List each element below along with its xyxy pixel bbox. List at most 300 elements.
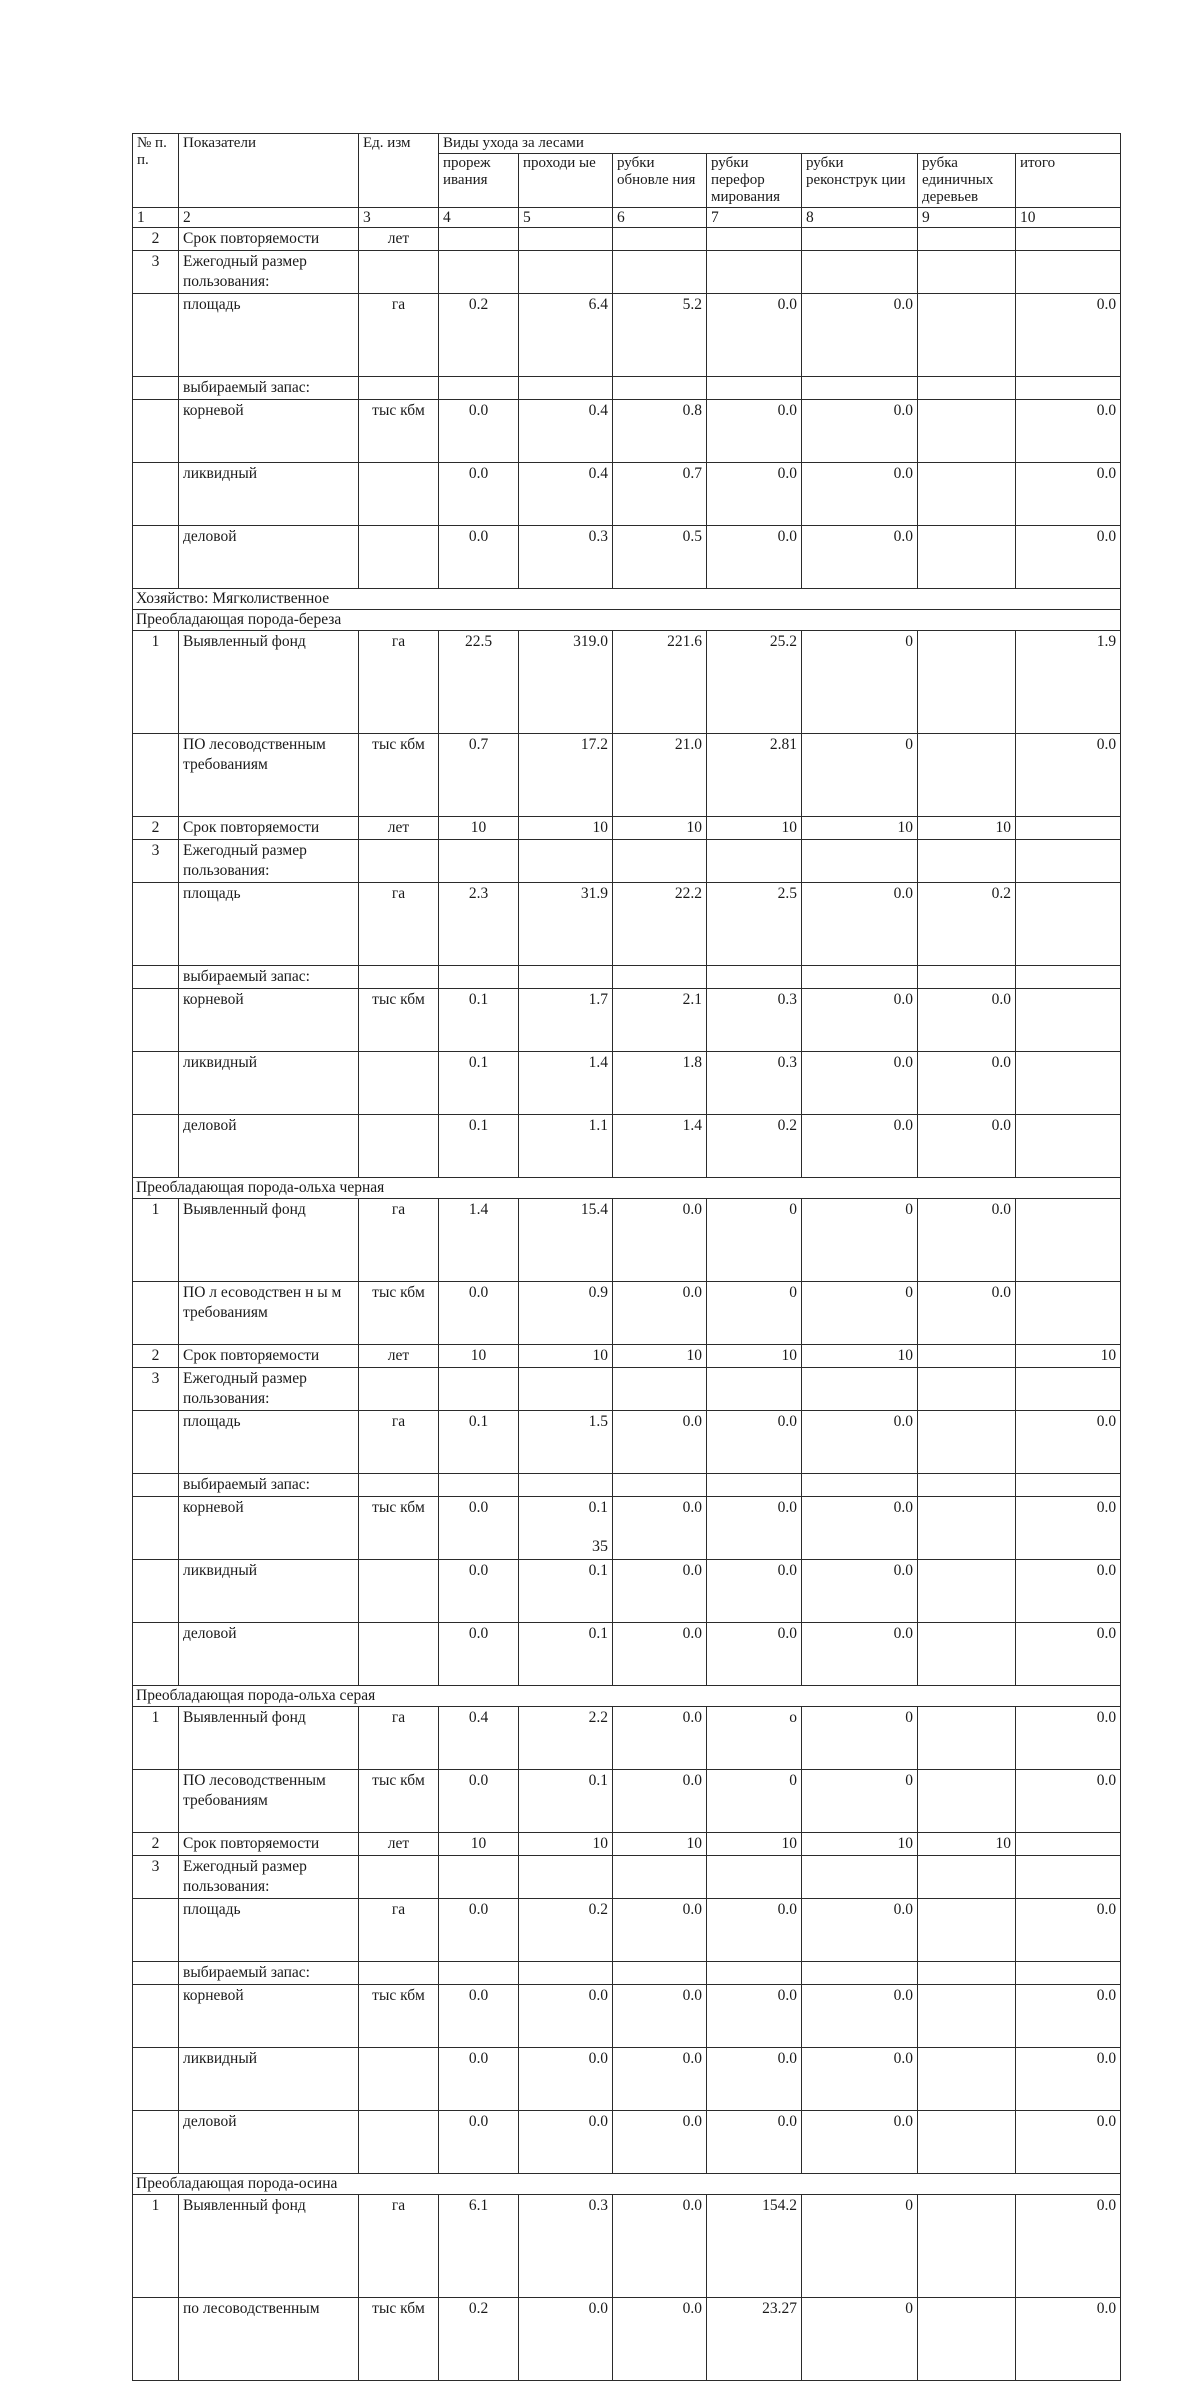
value-cell: 0.0 <box>1016 1411 1121 1474</box>
row-unit: лет <box>359 228 439 251</box>
value-cell <box>918 631 1016 734</box>
row-label: деловой <box>179 2111 359 2174</box>
value-cell: 5.2 <box>613 294 707 377</box>
row-number <box>133 2048 179 2111</box>
value-cell: 0.0 <box>1016 2048 1121 2111</box>
value-cell: 0.1 <box>519 1623 613 1686</box>
row-label: ПО лесоводственным требованиям <box>179 734 359 817</box>
value-cell: 15.4 <box>519 1199 613 1282</box>
value-cell <box>802 1474 918 1497</box>
value-cell: 0.1 <box>519 1770 613 1833</box>
value-cell <box>918 526 1016 589</box>
row-label: деловой <box>179 1623 359 1686</box>
value-cell: 0.0 <box>613 1899 707 1962</box>
value-cell <box>707 1368 802 1411</box>
value-cell: 0.0 <box>613 1770 707 1833</box>
value-cell: 0.0 <box>439 526 519 589</box>
value-cell <box>439 1474 519 1497</box>
row-label: Выявленный фонд <box>179 2195 359 2298</box>
row-unit: лет <box>359 1833 439 1856</box>
table-row <box>133 1899 1121 1962</box>
value-cell: 17.2 <box>519 734 613 817</box>
row-label: площадь <box>179 294 359 377</box>
row-number <box>133 883 179 966</box>
value-cell: 0.0 <box>1016 1899 1121 1962</box>
row-unit: лет <box>359 817 439 840</box>
value-cell: 0.0 <box>707 463 802 526</box>
value-cell: 0.0 <box>1016 734 1121 817</box>
row-label: деловой <box>179 1115 359 1178</box>
value-cell <box>519 251 613 294</box>
row-number: 2 <box>133 1833 179 1856</box>
value-cell: 22.2 <box>613 883 707 966</box>
value-cell: 0.2 <box>519 1899 613 1962</box>
table-row <box>133 294 1121 377</box>
value-cell: 0.0 <box>802 1115 918 1178</box>
table-row <box>133 526 1121 589</box>
row-label: Выявленный фонд <box>179 1707 359 1770</box>
column-number: 8 <box>802 208 918 228</box>
value-cell <box>802 1368 918 1411</box>
value-cell: 0.0 <box>439 1282 519 1345</box>
row-unit <box>359 526 439 589</box>
row-unit <box>359 1115 439 1178</box>
value-cell: 0.4 <box>439 1707 519 1770</box>
value-cell: 25.2 <box>707 631 802 734</box>
value-cell <box>519 1962 613 1985</box>
value-cell <box>519 228 613 251</box>
value-cell <box>918 1560 1016 1623</box>
row-label: Выявленный фонд <box>179 631 359 734</box>
value-cell: 0.2 <box>707 1115 802 1178</box>
value-cell: 0.3 <box>519 2195 613 2298</box>
value-cell: 0.0 <box>613 1411 707 1474</box>
value-cell: 0.0 <box>707 2111 802 2174</box>
row-number <box>133 1623 179 1686</box>
row-number <box>133 1115 179 1178</box>
row-unit: га <box>359 294 439 377</box>
page-number: 35 <box>592 1538 608 1555</box>
row-number: 3 <box>133 1856 179 1899</box>
value-cell: 0.0 <box>439 1623 519 1686</box>
forest-care-table <box>132 133 1121 2381</box>
section-title: Преобладающая порода-ольха черная <box>133 1178 1121 1199</box>
value-cell: 6.1 <box>439 2195 519 2298</box>
table-row <box>133 1368 1121 1411</box>
value-cell: 0.0 <box>918 1282 1016 1345</box>
value-cell: 0.0 <box>439 1560 519 1623</box>
value-cell <box>613 1962 707 1985</box>
value-cell: 0.0 <box>802 526 918 589</box>
value-cell: о <box>707 1707 802 1770</box>
value-cell <box>1016 840 1121 883</box>
value-cell: 0.0 <box>519 1985 613 2048</box>
value-cell <box>918 2048 1016 2111</box>
value-cell: 0.0 <box>1016 294 1121 377</box>
value-cell: 0.8 <box>613 400 707 463</box>
value-cell: 0.0 <box>707 1411 802 1474</box>
value-cell: 0.9 <box>519 1282 613 1345</box>
value-cell <box>1016 883 1121 966</box>
value-cell: 10 <box>707 1345 802 1368</box>
section-title: Преобладающая порода-осина <box>133 2174 1121 2195</box>
value-cell <box>1016 228 1121 251</box>
value-cell: 0.0 <box>613 2048 707 2111</box>
row-label: площадь <box>179 883 359 966</box>
value-cell <box>802 1962 918 1985</box>
value-cell: 10 <box>613 1345 707 1368</box>
value-cell <box>707 228 802 251</box>
value-cell <box>613 377 707 400</box>
value-cell: 0 <box>802 2298 918 2381</box>
value-cell: 0.0 <box>707 1985 802 2048</box>
table-row <box>133 1770 1121 1833</box>
value-cell <box>918 1707 1016 1770</box>
header-col-9: рубка единичных деревьев <box>918 154 1016 208</box>
value-cell: 0.0 <box>802 294 918 377</box>
row-number <box>133 1560 179 1623</box>
header-col-6: рубки обновле ния <box>613 154 707 208</box>
table-row <box>133 1985 1121 2048</box>
row-label: корневой <box>179 1985 359 2048</box>
value-cell <box>918 1368 1016 1411</box>
column-number: 1 <box>133 208 179 228</box>
value-cell: 0.0 <box>918 1115 1016 1178</box>
row-label: выбираемый запас: <box>179 377 359 400</box>
row-unit <box>359 1623 439 1686</box>
value-cell <box>439 1856 519 1899</box>
value-cell: 0.0 <box>613 1282 707 1345</box>
value-cell: 0.0 <box>1016 400 1121 463</box>
table-row <box>133 734 1121 817</box>
row-number <box>133 1411 179 1474</box>
value-cell: 10 <box>519 1345 613 1368</box>
value-cell: 0.3 <box>519 526 613 589</box>
value-cell <box>707 377 802 400</box>
table-row <box>133 883 1121 966</box>
table-row <box>133 463 1121 526</box>
row-unit <box>359 2048 439 2111</box>
table-row <box>133 840 1121 883</box>
value-cell: 0.0 <box>802 463 918 526</box>
value-cell <box>439 377 519 400</box>
value-cell <box>918 840 1016 883</box>
value-cell <box>918 1411 1016 1474</box>
value-cell: 0.0 <box>439 400 519 463</box>
value-cell: 10 <box>918 817 1016 840</box>
row-unit: тыс кбм <box>359 1770 439 1833</box>
value-cell <box>1016 966 1121 989</box>
value-cell: 2.81 <box>707 734 802 817</box>
value-cell <box>439 966 519 989</box>
row-unit: тыс кбм <box>359 734 439 817</box>
value-cell: 0.1 <box>439 989 519 1052</box>
value-cell: 2.3 <box>439 883 519 966</box>
value-cell <box>613 1856 707 1899</box>
value-cell <box>707 966 802 989</box>
value-cell <box>918 2298 1016 2381</box>
value-cell: 0.0 <box>802 400 918 463</box>
value-cell <box>802 840 918 883</box>
value-cell: 10 <box>707 817 802 840</box>
value-cell: 0.0 <box>1016 1560 1121 1623</box>
row-label: ликвидный <box>179 2048 359 2111</box>
value-cell: 0.0 <box>707 1560 802 1623</box>
value-cell <box>1016 1856 1121 1899</box>
value-cell <box>802 228 918 251</box>
value-cell <box>918 463 1016 526</box>
value-cell <box>918 228 1016 251</box>
row-label: корневой <box>179 989 359 1052</box>
value-cell: 0.0 <box>707 1497 802 1560</box>
value-cell: 23.27 <box>707 2298 802 2381</box>
table-row <box>133 1560 1121 1623</box>
value-cell: 0.3 <box>707 1052 802 1115</box>
value-cell: 0 <box>802 631 918 734</box>
row-number <box>133 989 179 1052</box>
value-cell: 10 <box>1016 1345 1121 1368</box>
value-cell <box>1016 1282 1121 1345</box>
table-row <box>133 1707 1121 1770</box>
row-number: 1 <box>133 1707 179 1770</box>
value-cell: 10 <box>802 817 918 840</box>
row-unit: тыс кбм <box>359 400 439 463</box>
row-unit: га <box>359 1199 439 1282</box>
row-number: 2 <box>133 1345 179 1368</box>
header-col-4: прореж ивания <box>439 154 519 208</box>
table-row <box>133 377 1121 400</box>
section-row <box>133 1686 1121 1707</box>
header-indicator: Показатели <box>179 134 359 208</box>
row-unit <box>359 1368 439 1411</box>
value-cell <box>918 734 1016 817</box>
value-cell: 1.7 <box>519 989 613 1052</box>
value-cell: 0.0 <box>1016 463 1121 526</box>
value-cell: 0.0 <box>918 1199 1016 1282</box>
value-cell: 10 <box>918 1833 1016 1856</box>
value-cell: 2.5 <box>707 883 802 966</box>
value-cell <box>519 377 613 400</box>
column-number: 7 <box>707 208 802 228</box>
table-row <box>133 631 1121 734</box>
column-number: 6 <box>613 208 707 228</box>
table-row <box>133 1345 1121 1368</box>
section-row <box>133 610 1121 631</box>
value-cell <box>918 1856 1016 1899</box>
table-row <box>133 228 1121 251</box>
value-cell <box>1016 1474 1121 1497</box>
row-label: ПО лесоводственным требованиям <box>179 1770 359 1833</box>
value-cell: 0.0 <box>707 2048 802 2111</box>
value-cell: 0.2 <box>439 294 519 377</box>
value-cell: 0.0 <box>439 463 519 526</box>
section-title: Хозяйство: Мягколиственное <box>133 589 1121 610</box>
value-cell: 0.0 <box>1016 1707 1121 1770</box>
value-cell <box>439 251 519 294</box>
value-cell <box>1016 1115 1121 1178</box>
table-row <box>133 2111 1121 2174</box>
column-number: 5 <box>519 208 613 228</box>
table-row <box>133 1856 1121 1899</box>
header-col-10: итого <box>1016 154 1121 208</box>
row-unit <box>359 1052 439 1115</box>
row-number <box>133 966 179 989</box>
row-number: 3 <box>133 840 179 883</box>
row-label: ликвидный <box>179 1052 359 1115</box>
value-cell <box>613 251 707 294</box>
row-number: 2 <box>133 817 179 840</box>
value-cell: 0.0 <box>1016 1497 1121 1560</box>
row-unit: га <box>359 1899 439 1962</box>
row-label: площадь <box>179 1411 359 1474</box>
value-cell: 0.0 <box>918 1052 1016 1115</box>
row-unit <box>359 840 439 883</box>
value-cell: 10 <box>439 1833 519 1856</box>
row-unit: га <box>359 1411 439 1474</box>
row-number <box>133 1052 179 1115</box>
value-cell <box>1016 1833 1121 1856</box>
value-cell <box>918 966 1016 989</box>
row-unit: га <box>359 1707 439 1770</box>
value-cell <box>613 1474 707 1497</box>
value-cell: 0.0 <box>802 1497 918 1560</box>
row-number <box>133 377 179 400</box>
row-label: по лесоводственным <box>179 2298 359 2381</box>
value-cell: 0 <box>802 1282 918 1345</box>
value-cell <box>1016 1368 1121 1411</box>
value-cell: 0.0 <box>519 2048 613 2111</box>
row-label: выбираемый запас: <box>179 1962 359 1985</box>
row-number <box>133 1985 179 2048</box>
value-cell: 0.1 <box>519 1560 613 1623</box>
value-cell <box>918 400 1016 463</box>
table-row <box>133 1411 1121 1474</box>
table-row <box>133 1962 1121 1985</box>
row-number <box>133 1899 179 1962</box>
value-cell: 0.0 <box>1016 2298 1121 2381</box>
row-number <box>133 294 179 377</box>
value-cell <box>613 840 707 883</box>
value-cell <box>519 1856 613 1899</box>
row-unit: тыс кбм <box>359 1282 439 1345</box>
row-unit: тыс кбм <box>359 989 439 1052</box>
table-row <box>133 1115 1121 1178</box>
value-cell <box>918 1474 1016 1497</box>
value-cell: 0.0 <box>802 1052 918 1115</box>
value-cell: 1.9 <box>1016 631 1121 734</box>
value-cell: 31.9 <box>519 883 613 966</box>
value-cell: 0.1 <box>439 1052 519 1115</box>
value-cell: 0.0 <box>439 1985 519 2048</box>
row-label: Срок повторяемости <box>179 228 359 251</box>
row-unit: лет <box>359 1345 439 1368</box>
value-cell: 0.0 <box>802 2111 918 2174</box>
table-row <box>133 400 1121 463</box>
value-cell: 0.1 <box>439 1115 519 1178</box>
row-number <box>133 1474 179 1497</box>
value-cell <box>613 1368 707 1411</box>
value-cell: 0.0 <box>613 1560 707 1623</box>
value-cell: 2.2 <box>519 1707 613 1770</box>
value-cell: 0.1 <box>519 1497 613 1560</box>
section-row <box>133 1178 1121 1199</box>
value-cell <box>1016 1052 1121 1115</box>
value-cell: 0 <box>802 1707 918 1770</box>
value-cell: 0.0 <box>1016 1623 1121 1686</box>
value-cell: 0 <box>707 1770 802 1833</box>
value-cell <box>439 840 519 883</box>
value-cell: 10 <box>439 817 519 840</box>
row-number: 2 <box>133 228 179 251</box>
value-cell: 0.0 <box>802 1411 918 1474</box>
row-label: Ежегодный размер пользования: <box>179 251 359 294</box>
header-col-5: проходи ые <box>519 154 613 208</box>
document-sheet <box>132 133 1120 2381</box>
value-cell: 154.2 <box>707 2195 802 2298</box>
value-cell: 6.4 <box>519 294 613 377</box>
value-cell: 0 <box>802 2195 918 2298</box>
value-cell <box>439 1962 519 1985</box>
table-row <box>133 817 1121 840</box>
row-unit <box>359 1962 439 1985</box>
value-cell <box>918 1345 1016 1368</box>
row-number <box>133 526 179 589</box>
value-cell: 10 <box>613 1833 707 1856</box>
value-cell <box>707 840 802 883</box>
row-unit <box>359 1856 439 1899</box>
value-cell: 0.0 <box>802 1899 918 1962</box>
value-cell: 22.5 <box>439 631 519 734</box>
table-row <box>133 2048 1121 2111</box>
value-cell: 1.8 <box>613 1052 707 1115</box>
value-cell: 10 <box>519 1833 613 1856</box>
value-cell: 0.0 <box>1016 1985 1121 2048</box>
value-cell: 2.1 <box>613 989 707 1052</box>
row-label: Срок повторяемости <box>179 1833 359 1856</box>
row-number: 1 <box>133 1199 179 1282</box>
value-cell: 0.7 <box>613 463 707 526</box>
row-number <box>133 2298 179 2381</box>
value-cell: 0.0 <box>707 1899 802 1962</box>
header-group: Виды ухода за лесами <box>439 134 1121 154</box>
row-number: 3 <box>133 251 179 294</box>
value-cell <box>802 377 918 400</box>
value-cell <box>1016 1199 1121 1282</box>
table-row <box>133 989 1121 1052</box>
value-cell: 0.0 <box>707 526 802 589</box>
value-cell <box>519 840 613 883</box>
value-cell <box>1016 251 1121 294</box>
header-col-7: рубки перефор мирования <box>707 154 802 208</box>
value-cell <box>707 1474 802 1497</box>
value-cell <box>918 1899 1016 1962</box>
value-cell <box>439 228 519 251</box>
value-cell: 10 <box>707 1833 802 1856</box>
value-cell: 1.5 <box>519 1411 613 1474</box>
value-cell: 0.0 <box>802 1560 918 1623</box>
value-cell: 0 <box>802 734 918 817</box>
table-row <box>133 251 1121 294</box>
value-cell: 10 <box>802 1345 918 1368</box>
value-cell <box>707 1856 802 1899</box>
row-label: ликвидный <box>179 1560 359 1623</box>
row-number <box>133 463 179 526</box>
value-cell <box>918 377 1016 400</box>
row-unit: тыс кбм <box>359 1497 439 1560</box>
row-label: Ежегодный размер пользования: <box>179 840 359 883</box>
value-cell: 1.4 <box>613 1115 707 1178</box>
value-cell <box>918 1962 1016 1985</box>
